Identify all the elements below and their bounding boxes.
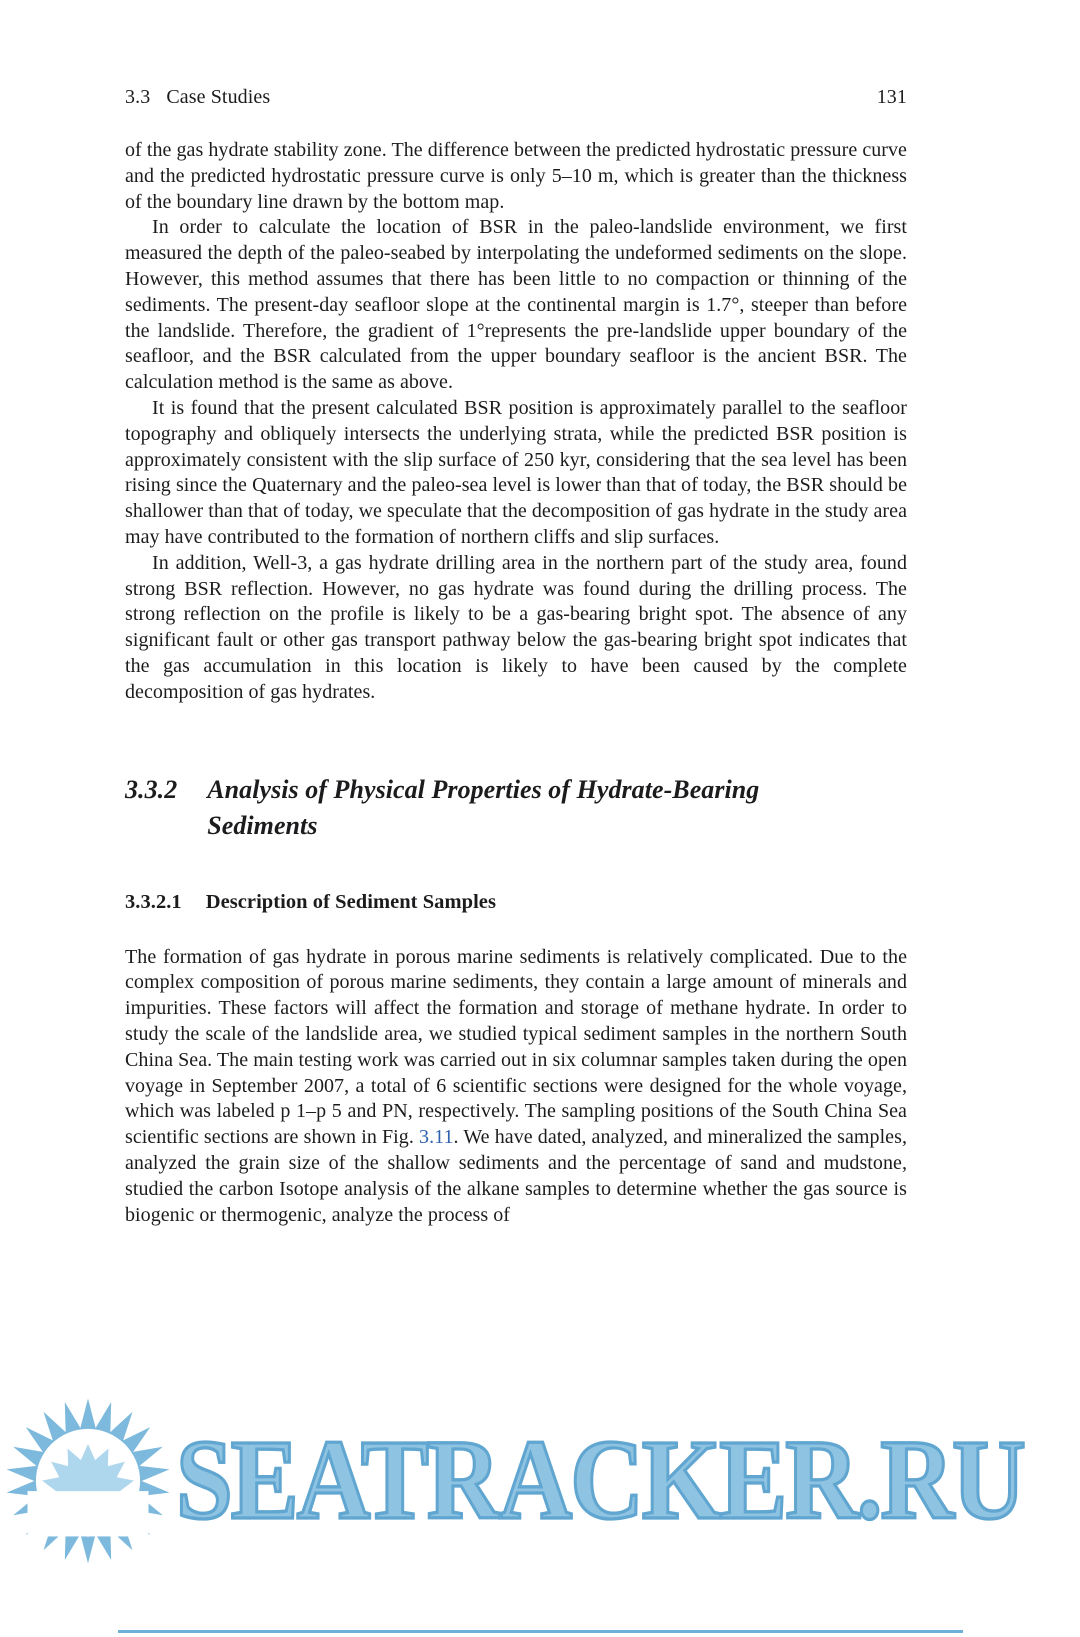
bottom-rule xyxy=(118,1630,963,1633)
paragraph xyxy=(125,945,907,1229)
paragraph-text: . We have dated, analyzed, and mineralized the samples, analyzed the grain size of the shallow sediments and the percentage of sand and mudstone, studied the carbon Isotope analysis of the alkane samples to determine whether the gas source is biogenic or thermogenic, analyze the process of xyxy=(125,1126,907,1226)
section-heading-title xyxy=(207,772,759,844)
paragraph: of the gas hydrate stability zone. The difference between the predicted hydrostatic pressure curve and the predicted hydrostatic pressure curve is only 5–10 m, which is greater than the thickness of the boundary line drawn by the bottom map. xyxy=(125,139,907,213)
subsection-heading-number: 3.3.2.1 xyxy=(125,890,182,913)
sunburst-rays xyxy=(7,1399,170,1564)
page-number: 131 xyxy=(876,86,907,108)
subsection-heading xyxy=(125,889,907,915)
paragraph: It is found that the present calculated BSR position is approximately parallel to the seafloor topography and obliquely intersects the underlying strata, while the predicted BSR position is approximately consistent with the slip surface of 250 kyr, considering that the sea level has been rising since the Quaternary and the paleo-sea level is lower than that of today, the BSR should be shallower than that of today, we speculate that the decomposition of gas hydrate in the study area may have contributed to the formation of northern cliffs and slip surfaces. xyxy=(125,396,907,548)
paragraph: In addition, Well-3, a gas hydrate drilling area in the northern part of the study area, found strong BSR reflection. However, no gas hydrate was found during the drilling process. The strong reflection on the profile is likely to be a gas-bearing bright spot. The absence of any significant fault or other gas transport pathway below the gas-bearing bright spot indicates that the gas accumulation in this location is likely to have been caused by the complete decomposition of gas hydrates. xyxy=(125,551,907,703)
section-heading-number: 3.3.2 xyxy=(125,774,178,804)
section-heading xyxy=(125,772,907,844)
figure-3-11-link[interactable]: 3.11 xyxy=(419,1126,454,1149)
running-head xyxy=(125,86,270,109)
sun-small-rays xyxy=(42,1444,134,1538)
paragraph-text: The formation of gas hydrate in porous marine sediments is relatively complicated. Due to the complex composition of porous marine sediments, they contain a large amount of minerals and impurities. These factors will affect the formation and storage of methane hydrate. In order to study the scale of the landslide area, we studied typical sediment samples in the northern South China Sea. The main testing work was carried out in six columnar samples taken during the open voyage in September 2007, a total of 6 scientific sections were designed for the whole voyage, which was labeled p 1–p 5 and PN, respectively. The sampling positions of the South China Sea scientific sections are shown in Fig. xyxy=(125,945,907,1149)
watermark-text: SEATRACKER.RU xyxy=(176,1417,1024,1544)
watermark xyxy=(4,1395,1080,1567)
section-heading-title-line2: Sediments xyxy=(207,810,318,840)
page-body xyxy=(125,138,907,1228)
rising-sun-half-disc xyxy=(56,1459,120,1491)
section-heading-title-line1: Analysis of Physical Properties of Hydrate-Bearing xyxy=(207,774,760,804)
running-head-section-title: Case Studies xyxy=(166,86,271,108)
sun-inner-disc xyxy=(36,1429,140,1533)
sun-horizon-mask xyxy=(28,1491,149,1536)
sunburst-sun-icon xyxy=(4,1397,172,1565)
subsection-heading-title: Description of Sediment Samples xyxy=(205,890,496,913)
sunburst-sun-svg xyxy=(4,1397,172,1565)
running-head-section-number: 3.3 xyxy=(125,86,151,108)
page-header xyxy=(125,86,907,109)
paragraph: In order to calculate the location of BSR in the paleo-landslide environment, we first measured the depth of the paleo-seabed by interpolating the undeformed sediments on the slope. However, this method assumes that there has been little to no compaction or thinning of the sediments. The present-day seafloor slope at the continental margin is 1.7°, steeper than before the landslide. Therefore, the gradient of 1°represents the pre-landslide upper boundary of the seafloor, and the BSR calculated from the upper boundary seafloor is the ancient BSR. The calculation method is the same as above. xyxy=(125,216,907,394)
